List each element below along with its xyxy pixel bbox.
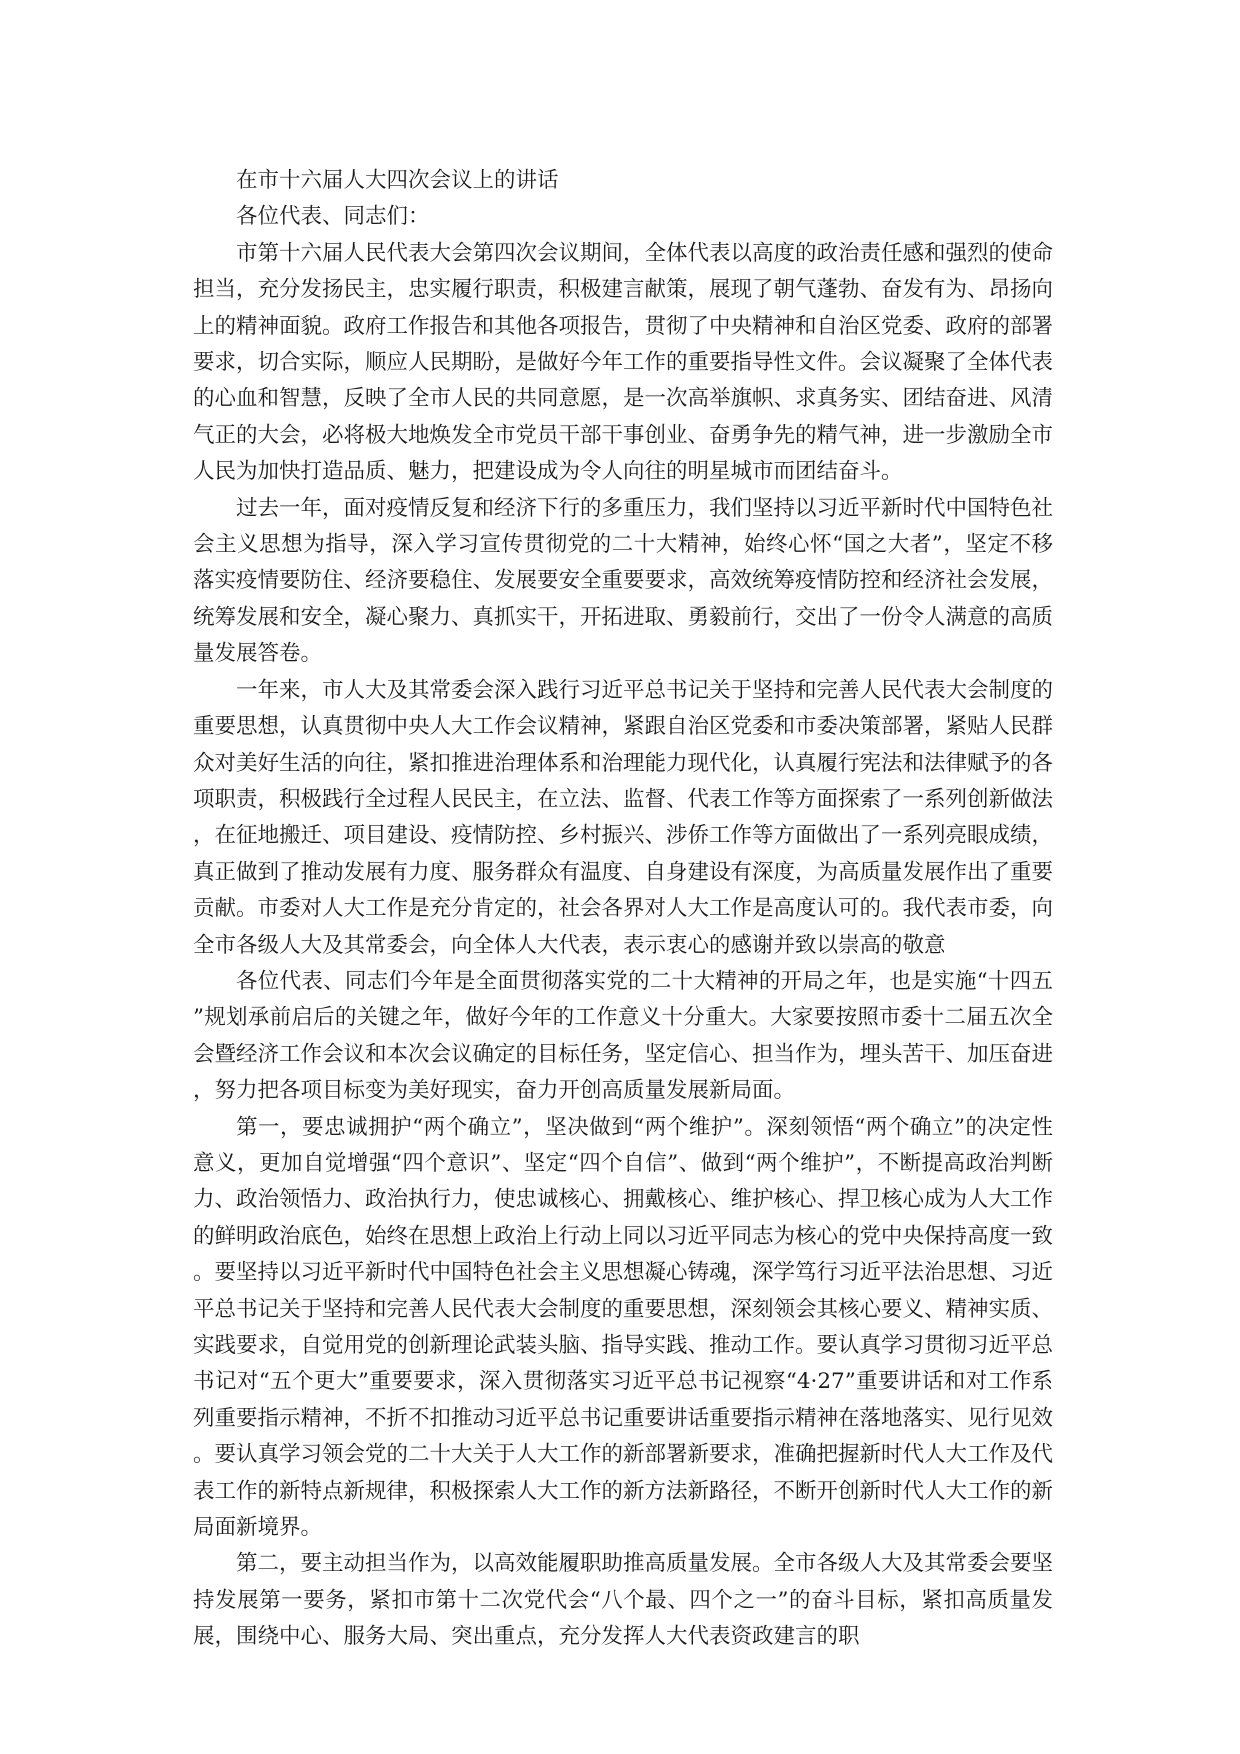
document-title: 在市十六届人大四次会议上的讲话	[236, 168, 559, 193]
paragraph: 第一，要忠诚拥护“两个确立”，坚决做到“两个维护”。深刻领悟“两个确立”的决定性意义，更加自觉增强“四个意识”、坚定“四个自信”、做到“两个维护”，不断提高政治判断力、政治领悟力、政治执行力，使忠诚核心、拥戴核心、维护核心、捍卫核心成为人大工作的鲜明政治底色，始终在思想上政治上行动上同以习近平同志为核心的党中央保持高度一致。要坚持以习近平新时代中国特色社会主义思想凝心铸魂，深学笃行习近平法治思想、习近平总书记关于坚持和完善人民代表大会制度的重要思想，深刻领会其核心要义、精神实质、实践要求，自觉用党的创新理论武装头脑、指导实践、推动工作。要认真学习贯彻习近平总书记对“五个更大”重要要求，深入贯彻落实习近平总书记视察“4·27”重要讲话和对工作系列重要指示精神，不折不扣推动习近平总书记重要讲话重要指示精神在落地落实、见行见效。要认真学习领会党的二十大关于人大工作的新部署新要求，准确把握新时代人大工作及代表工作的新特点新规律，积极探索人大工作的新方法新路径，不断开创新时代人大工作的新局面新境界。	[193, 1114, 1054, 1541]
paragraph: 过去一年，面对疫情反复和经济下行的多重压力，我们坚持以习近平新时代中国特色社会主义思想为指导，深入学习宣传贯彻党的二十大精神，始终心怀“国之大者”，坚定不移落实疫情要防住、经济要稳住、发展要安全重要要求，高效统筹疫情防控和经济社会发展，统筹发展和安全，凝心聚力、真抓实干，开拓进取、勇毅前行，交出了一份令人满意的高质量发展答卷。	[193, 495, 1054, 667]
paragraph: 各位代表、同志们今年是全面贯彻落实党的二十大精神的开局之年，也是实施“十四五”规划承前启后的关键之年，做好今年的工作意义十分重大。大家要按照市委十二届五次全会暨经济工作会议和本次会议确定的目标任务，坚定信心、担当作为，埋头苦干、加压奋进，努力把各项目标变为美好现实，奋力开创高质量发展新局面。	[193, 968, 1054, 1104]
salutation: 各位代表、同志们：	[236, 204, 430, 230]
paragraph: 市第十六届人民代表大会第四次会议期间，全体代表以高度的政治责任感和强烈的使命担当，充分发扬民主，忠实履行职责，积极建言献策，展现了朝气蓬勃、奋发有为、昂扬向上的精神面貌。政府工作报告和其他各项报告，贯彻了中央精神和自治区党委、政府的部署要求，切合实际，顺应人民期盼，是做好今年工作的重要指导性文件。会议凝聚了全体代表的心血和智慧，反映了全市人民的共同意愿，是一次高举旗帜、求真务实、团结奋进、风清气正的大会，必将极大地焕发全市党员干部干事创业、奋勇争先的精气神，进一步激励全市人民为加快打造品质、魅力，把建设成为令人向往的明星城市而团结奋斗。	[193, 240, 1054, 485]
paragraph: 第二，要主动担当作为，以高效能履职助推高质量发展。全市各级人大及其常委会要坚持发展第一要务，紧扣市第十二次党代会“八个最、四个之一”的奋斗目标，紧扣高质量发展，围绕中心、服务大局、突出重点，充分发挥人大代表资政建言的职	[193, 1551, 1054, 1650]
paragraph: 一年来，市人大及其常委会深入践行习近平总书记关于坚持和完善人民代表大会制度的重要思想，认真贯彻中央人大工作会议精神，紧跟自治区党委和市委决策部署，紧贴人民群众对美好生活的向往，紧扣推进治理体系和治理能力现代化，认真履行宪法和法律赋予的各项职责，积极践行全过程人民民主，在立法、监督、代表工作等方面探索了一系列创新做法，在征地搬迁、项目建设、疫情防控、乡村振兴、涉侨工作等方面做出了一系列亮眼成绩，真正做到了推动发展有力度、服务群众有温度、自身建设有深度，为高质量发展作出了重要贡献。市委对人大工作是充分肯定的，社会各界对人大工作是高度认可的。我代表市委，向全市各级人大及其常委会，向全体人大代表，表示衷心的感谢并致以崇高的敬意	[193, 677, 1054, 958]
document-page	[193, 163, 1053, 1656]
